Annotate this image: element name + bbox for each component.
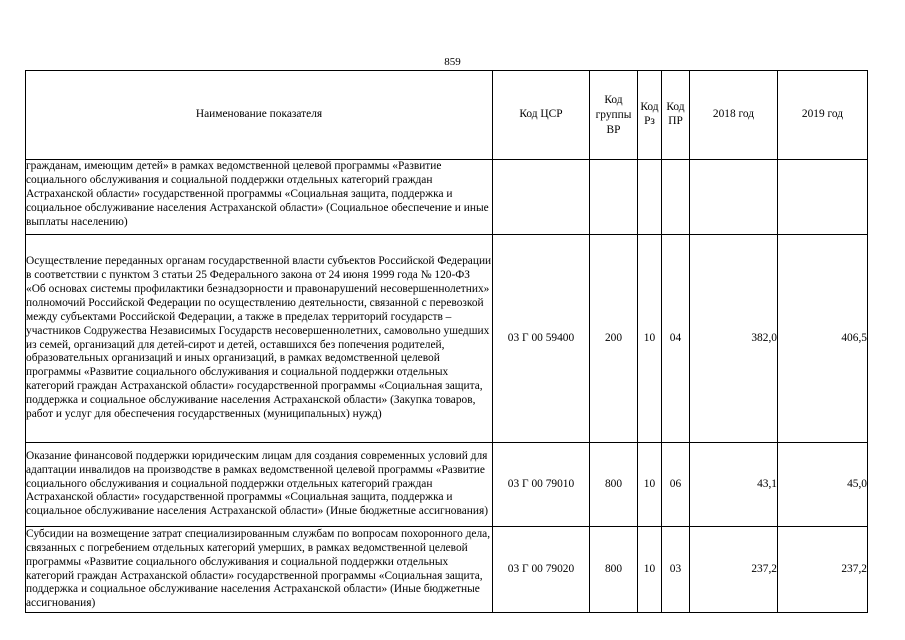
row-2019: 406,5 bbox=[778, 235, 868, 443]
row-vr: 800 bbox=[590, 443, 638, 527]
table-row bbox=[26, 160, 868, 235]
header-2018: 2018 год bbox=[690, 71, 778, 160]
row-vr: 200 bbox=[590, 235, 638, 443]
header-csr: Код ЦСР bbox=[493, 71, 590, 160]
table-row bbox=[26, 235, 868, 443]
row-name: гражданам, имеющим детей» в рамках ведомственной целевой программы «Развитие социального обслуживания и социальной поддержки отдельных категорий граждан Астраханской области» государственной программы «Социальная защита, поддержка и социальное обслуживание населения Астраханской области» (Социальное обеспечение и иные выплаты населению) bbox=[26, 160, 493, 235]
row-2019 bbox=[778, 160, 868, 235]
header-name: Наименование показателя bbox=[26, 71, 493, 160]
row-csr: 03 Г 00 79010 bbox=[493, 443, 590, 527]
header-2019: 2019 год bbox=[778, 71, 868, 160]
row-name: Субсидии на возмещение затрат специализированным службам по вопросам похоронного дела, связанных с погребением отдельных категорий умерших, в рамках ведомственной целевой программы «Развитие социального обслуживания и социальной поддержки отдельных категорий граждан Астраханской области» государственной программы «Социальная защита, поддержка и социальное обслуживание населения Астраханской области» (Иные бюджетные ассигнования) bbox=[26, 527, 493, 613]
budget-table bbox=[25, 70, 868, 613]
header-pr: Код ПР bbox=[662, 71, 690, 160]
row-vr: 800 bbox=[590, 527, 638, 613]
row-name: Оказание финансовой поддержки юридическим лицам для создания современных условий для адаптации инвалидов на производстве в рамках ведомственной целевой программы «Развитие социального обслуживания и социальной поддержки отдельных категорий граждан Астраханской области» государственной программы «Социальная защита, поддержка и социальное обслуживание населения Астраханской области» (Иные бюджетные ассигнования) bbox=[26, 443, 493, 527]
header-rz: Код Рз bbox=[638, 71, 662, 160]
row-2018: 43,1 bbox=[690, 443, 778, 527]
row-pr: 03 bbox=[662, 527, 690, 613]
table-row bbox=[26, 443, 868, 527]
row-csr bbox=[493, 160, 590, 235]
row-2018 bbox=[690, 160, 778, 235]
row-pr: 06 bbox=[662, 443, 690, 527]
row-2019: 237,2 bbox=[778, 527, 868, 613]
header-row bbox=[26, 71, 868, 160]
row-pr: 04 bbox=[662, 235, 690, 443]
row-rz: 10 bbox=[638, 527, 662, 613]
header-vr: Код группы ВР bbox=[590, 71, 638, 160]
table-row bbox=[26, 527, 868, 613]
row-csr: 03 Г 00 59400 bbox=[493, 235, 590, 443]
row-rz bbox=[638, 160, 662, 235]
row-2018: 382,0 bbox=[690, 235, 778, 443]
row-csr: 03 Г 00 79020 bbox=[493, 527, 590, 613]
row-2018: 237,2 bbox=[690, 527, 778, 613]
row-vr bbox=[590, 160, 638, 235]
page-number: 859 bbox=[444, 56, 461, 68]
row-pr bbox=[662, 160, 690, 235]
row-name: Осуществление переданных органам государственной власти субъектов Российской Федерации в соответствии с пунктом 3 статьи 25 Федерального закона от 24 июня 1999 года № 120-ФЗ «Об основах системы профилактики безнадзорности и правонарушений несовершеннолетних» полномочий Российской Федерации по осуществлению деятельности, связанной с перевозкой между субъектами Российской Федерации, а также в пределах территорий государств – участников Содружества Независимых Государств несовершеннолетних, самовольно ушедших из семей, организаций для детей-сирот и детей, оставшихся без попечения родителей, образовательных организаций и иных организаций, в рамках ведомственной целевой программы «Развитие социального обслуживания и социальной поддержки отдельных категорий граждан Астраханской области» государственной программы «Социальная защита, поддержка и социальное обслуживание населения Астраханской области» (Закупка товаров, работ и услуг для обеспечения государственных (муниципальных) нужд) bbox=[26, 235, 493, 443]
row-rz: 10 bbox=[638, 235, 662, 443]
row-rz: 10 bbox=[638, 443, 662, 527]
row-2019: 45,0 bbox=[778, 443, 868, 527]
